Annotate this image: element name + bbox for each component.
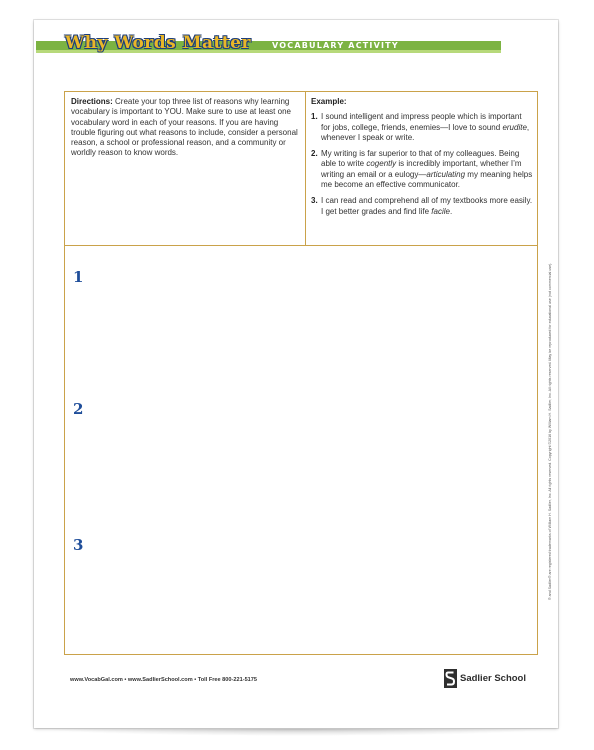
vocab-word: cogently bbox=[366, 159, 397, 169]
vocab-word: facile bbox=[431, 206, 450, 216]
reason-number-3: 3 bbox=[73, 536, 84, 554]
example-text: my meaning helps me become an effective communicator. bbox=[321, 169, 533, 190]
brand-name: Sadlier School bbox=[460, 673, 526, 684]
instructions-row bbox=[65, 92, 537, 246]
copyright-text: ® and Sadlier® are registered trademarks of William H. Sadlier, Inc. All rights reserved. Copyright ©2016 by William H. Sadlier, Inc. All rights reserved. May be reproduced for educational use (not commercial use). bbox=[548, 262, 552, 600]
example-text: My writing is far superior to that of my colleagues. Being able to write bbox=[321, 149, 520, 169]
column-divider bbox=[305, 92, 306, 245]
example-text: . bbox=[449, 206, 453, 216]
example-text: is incredibly important, whether I’m writing an email or a eulogy— bbox=[321, 159, 522, 179]
example-heading: Example: bbox=[311, 97, 347, 106]
vocab-word: erudite bbox=[502, 122, 527, 132]
directions-text: Create your top three list of reasons why learning vocabulary is important to YOU. Make sure to use at least one vocabulary word in each of your reasons. If you are having trouble figuring out what reasons to include, consider a personal reason, a school or professional reason, and a community or worldly reason to know words. bbox=[71, 97, 298, 158]
example-number: 1. bbox=[311, 112, 318, 122]
directions-panel bbox=[71, 97, 299, 159]
sadlier-logo-icon bbox=[444, 669, 457, 688]
reason-number-1: 1 bbox=[73, 268, 84, 286]
example-panel bbox=[311, 97, 533, 223]
example-item bbox=[311, 196, 533, 217]
worksheet-title: Why Words Matter bbox=[65, 33, 251, 53]
activity-box bbox=[64, 91, 538, 655]
example-text: I sound intelligent and impress people which is important for jobs, college, friends, enemies—I love to sound bbox=[321, 112, 522, 132]
example-number: 3. bbox=[311, 196, 318, 206]
reason-number-2: 2 bbox=[73, 400, 84, 418]
sadlier-logo bbox=[444, 668, 536, 690]
example-number: 2. bbox=[311, 149, 318, 159]
example-item bbox=[311, 149, 533, 190]
example-text: I can read and comprehend all of my textbooks more easily. I get better grades and find life bbox=[321, 196, 533, 216]
copyright-sidebar bbox=[548, 262, 558, 600]
worksheet-subtitle: VOCABULARY ACTIVITY bbox=[272, 41, 399, 50]
footer-links: www.VocabGal.com • www.SadlierSchool.com • Toll Free 800-221-5175 bbox=[70, 677, 258, 683]
example-text: , whenever I speak or write. bbox=[321, 122, 530, 142]
directions-label: Directions: bbox=[71, 97, 113, 106]
vocab-word: articulating bbox=[426, 169, 466, 179]
example-item bbox=[311, 112, 533, 143]
